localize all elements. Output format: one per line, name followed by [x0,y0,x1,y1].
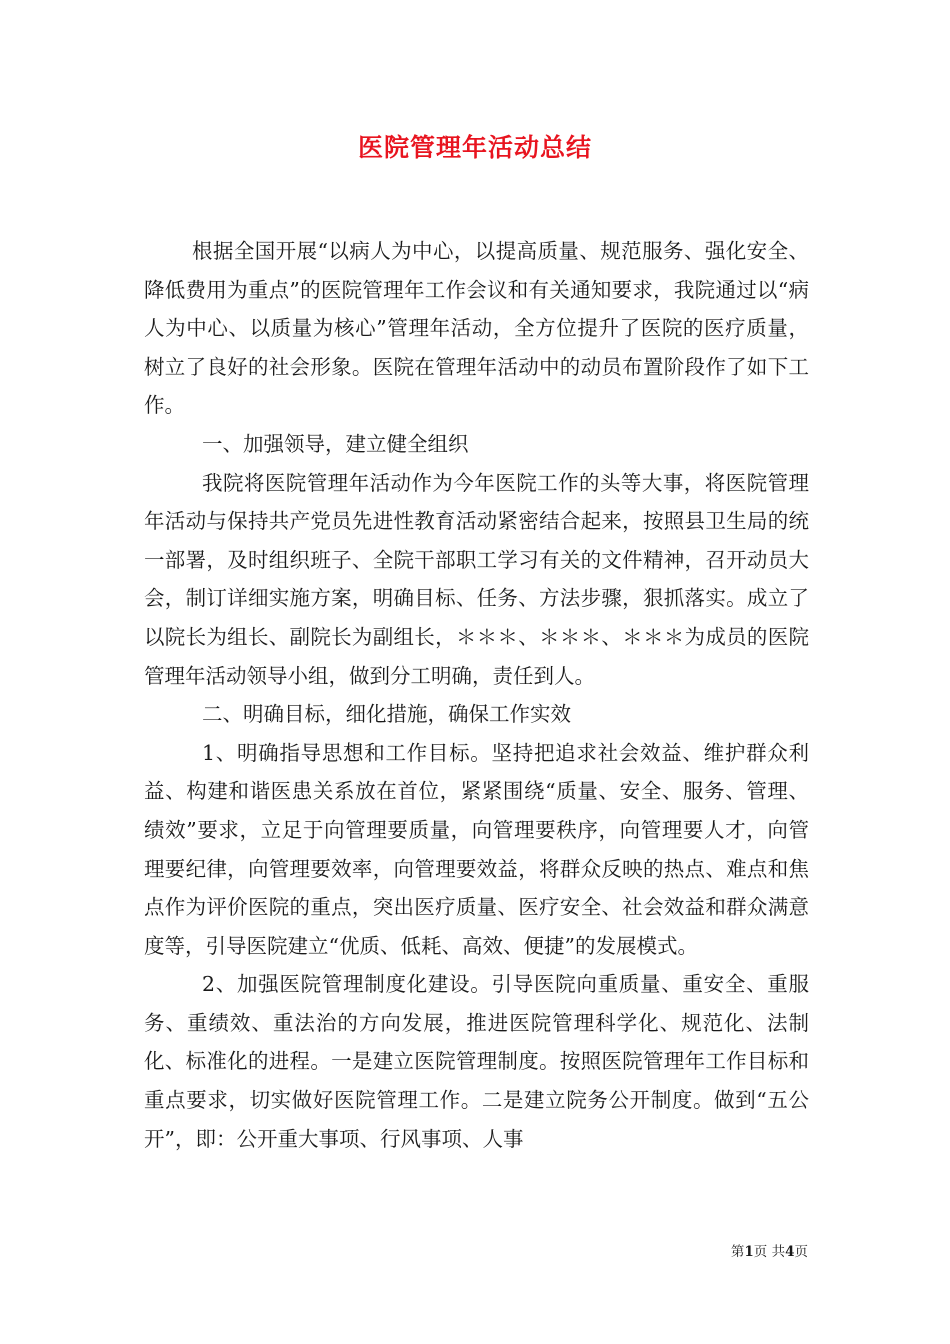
document-title: 医院管理年活动总结 [357,133,592,162]
section-heading-2: 二、明确目标，细化措施，确保工作实效 [202,702,571,727]
footer-suffix: 页 [794,1244,808,1260]
footer-prefix: 第 [730,1244,745,1260]
total-pages-number: 4 [785,1244,795,1260]
section-heading-1: 一、加强领导，建立健全组织 [202,431,469,456]
section-2-item-1: 1、明确指导思想和工作目标。坚持把追求社会效益、维护群众利益、构建和谐医患关系放在首位，紧紧围绕“质量、安全、服务、管理、绩效”要求，立足于向管理要质量，向管理要秩序，向管理要人才，向管理要纪律，向管理要效率，向管理要效益，将群众反映的热点、难点和焦点作为评价医院的重点，突出医疗质量、医疗安全、社会效益和群众满意度等，引导医院建立“优质、低耗、高效、便捷”的发展模式。 [144,740,809,958]
intro-paragraph: 根据全国开展“以病人为中心，以提高质量、规范服务、强化安全、降低费用为重点”的医院管理年工作会议和有关通知要求，我院通过以“病人为中心、以质量为核心”管理年活动，全方位提升了医院的医疗质量，树立了良好的社会形象。医院在管理年活动中的动员布置阶段作了如下工作。 [144,239,809,418]
document-body [144,232,809,1158]
footer-middle: 页 共 [753,1244,786,1260]
section-2-item-2: 2、加强医院管理制度化建设。引导医院向重质量、重安全、重服务、重绩效、重法治的方向发展，推进医院管理科学化、规范化、法制化、标准化的进程。一是建立医院管理制度。按照医院管理年工作目标和重点要求，切实做好医院管理工作。二是建立院务公开制度。做到“五公开”，即：公开重大事项、行风事项、人事 [144,972,809,1151]
current-page-number: 1 [744,1244,754,1260]
section-1-paragraph: 我院将医院管理年活动作为今年医院工作的头等大事，将医院管理年活动与保持共产党员先进性教育活动紧密结合起来，按照县卫生局的统一部署，及时组织班子、全院干部职工学习有关的文件精神，召开动员大会，制订详细实施方案，明确目标、任务、方法步骤，狠抓落实。成立了以院长为组长、副院长为副组长，＊＊＊、＊＊＊、＊＊＊为成员的医院管理年活动领导小组，做到分工明确，责任到人。 [144,470,809,688]
page-footer [731,1240,808,1260]
